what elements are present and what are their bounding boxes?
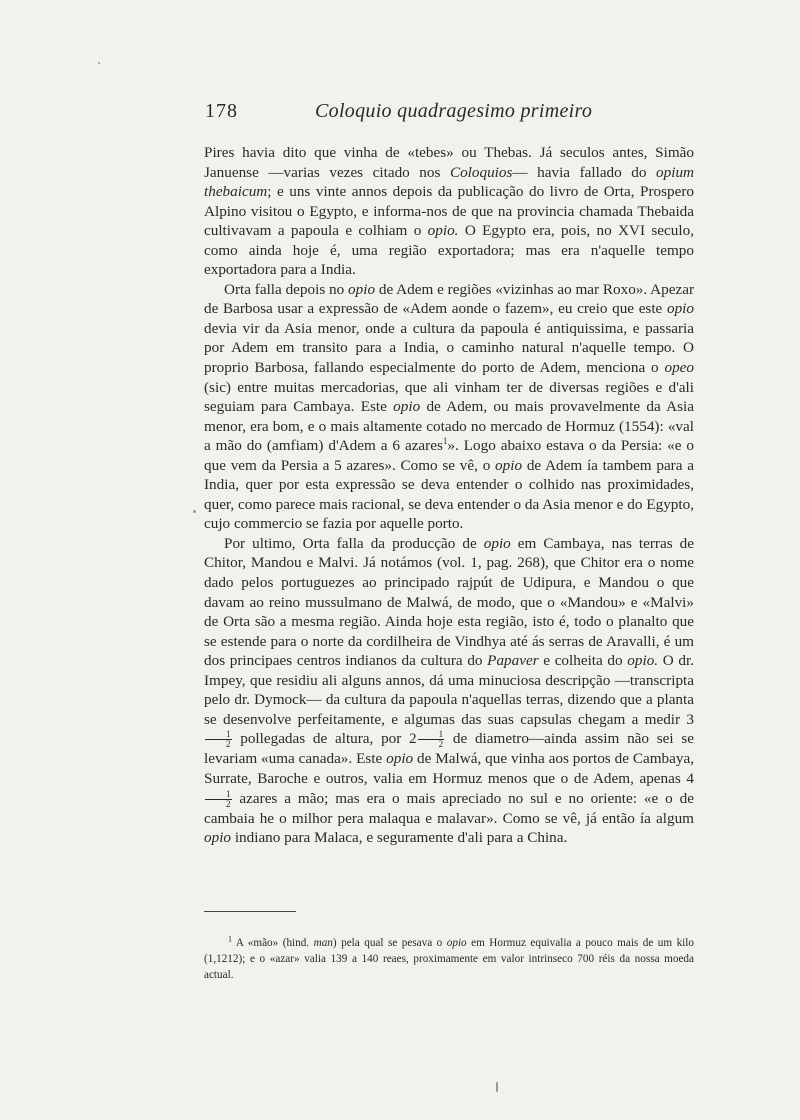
page-number: 178 (205, 100, 238, 122)
paper-speck (98, 62, 100, 64)
footnote-mark: 1 (228, 934, 232, 944)
paragraph-1: Pires havia dito que vinha de «tebes» ou Thebas. Já seculos antes, Simão Januense —varias vezes citado nos Coloquios— havia fallado do opium thebaicum; e uns vinte annos depois da publicação do livro de Orta, Prospero Alpino visitou o Egypto, e informa-nos de que na provincia chamada Thebaida cultivavam a papoula e colhiam o opio. O Egypto era, pois, no XVI seculo, como ainda hoje é, uma região exportadora; mas era n'aquelle tempo exportadora para a India. (204, 144, 694, 279)
footnote: $^1$ A «mão» (hind. man) pela qual se pesava o opio em Hormuz equivalia a pouco mais de um kilo (1,1212); e o «azar» valia 139 a 140 reaes, proximamente em valor intrinseco 700 réis da nossa moeda actual. (204, 934, 694, 982)
fraction: $\frac{1}{2}$ (418, 730, 445, 749)
body-text (204, 143, 694, 848)
paper-speck (193, 510, 196, 513)
paragraph-3: Por ultimo, Orta falla da producção de opio em Cambaya, nas terras de Chitor, Mandou e Malvi. Já notámos (vol. 1, pag. 268), que Chitor era o nome dado pelos portuguezes ao principado rajpút de Udipura, e Mandou o que davam ao reino mussulmano de Malwá, de modo, que o «Mandou» e «Malvi» de Orta são a mesma região. Ainda hoje esta região, isto é, todo o planalto que se estende para o norte da cordilheira de Vindhya até ás serras de Aravalli, é um dos principaes centros indianos da cultura do Papaver e colheita do opio. O dr. Impey, que residiu ali alguns annos, dá uma minuciosa descripção —transcripta pelo dr. Dymock— da cultura da papoula n'aquellas terras, dizendo que a planta se desenvolve perfeitamente, e algumas das suas capsulas chegam a medir 3 $\frac{1}{2}$ pollegadas de altura, por 2 $\frac{1}{2}$ de diametro—ainda assim não sei se levariam «uma canada». Este opio de Malwá, que vinha aos portos de Cambaya, Surrate, Baroche e outros, valia em Hormuz menos que o de Adem, apenas 4 $\frac{1}{2}$ azares a mão; mas era o mais apreciado no sul e no oriente: «e o de cambaia he o milhor pera malaqua e malavar». Como se vê, já então ía algum opio indiano para Malaca, e seguramente d'ali para a China. (204, 534, 694, 847)
running-head (205, 100, 595, 130)
fraction: $\frac{1}{2}$ (205, 790, 232, 809)
paragraph-2: Orta falla depois no opio de Adem e regiões «vizinhas ao mar Roxo». Apezar de Barbosa usar a expressão de «Adem aonde o fazem», eu creio que este opio devia vir da Asia menor, onde a cultura da papoula é antiquissima, e passaria por Adem em transito para a India, o caminho natural n'aquelle tempo. O proprio Barbosa, fallando especialmente do porto de Adem, menciona o opeo (sic) entre muitas mercadorias, que ali vinham ter de diversas regiões e d'ali seguiam para Cambaya. Este opio de Adem, ou mais provavelmente da Asia menor, era bom, e o mais altamente cotado no mercado de Hormuz (1554): «val a mão do (amfiam) d'Adem a 6 azares$^1$». Logo abaixo estava o da Persia: «e o que vem da Persia a 5 azares». Como se vê, o opio de Adem ía tambem para a India, quer por esta expressão se deva entender o colhido nas proximidades, quer, como parece mais racional, se deva entender o da Asia menor e do Egypto, cujo commercio se fazia por aquelle porto. (204, 280, 695, 533)
paper-speck (496, 1082, 498, 1092)
footnote-reference: 1 (442, 436, 448, 447)
fraction: $\frac{1}{2}$ (205, 730, 232, 749)
footnote-divider (204, 911, 296, 912)
running-title: Coloquio quadragesimo primeiro (315, 100, 593, 122)
